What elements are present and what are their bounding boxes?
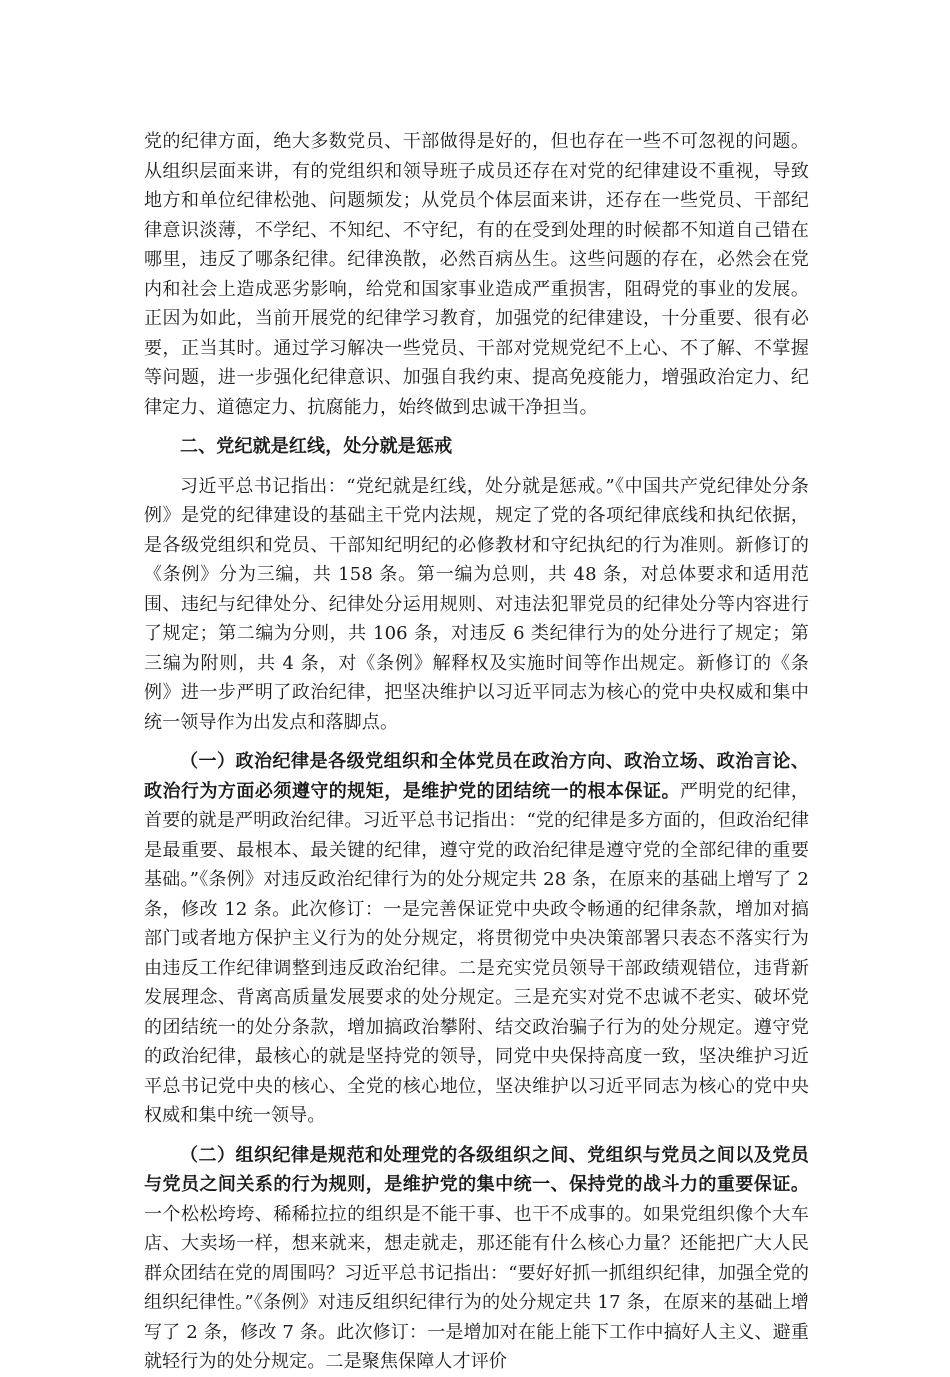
- document-body: [144, 127, 809, 1377]
- organizational-discipline-body: 一个松松垮垮、稀稀拉拉的组织是不能干事、也干不成事的。如果党组织像个大车店、大卖场一样，想来就来，想走就走，那还能有什么核心力量？还能把广大人民群众团结在党的周围吗？习近平总书记指出：“要好好抓一抓组织纪律，加强全党的组织纪律性。”《条例》对违反组织纪律行为的处分规定共 17 条，在原来的基础上增写了 2 条，修改 7 条。此次修订：一是增加对在能上能下工作中搞好人主义、避重就轻行为的处分规定。二是聚焦保障人才评价: [144, 1203, 809, 1372]
- section-heading-party-discipline-red-line: 二、党纪就是红线，处分就是惩戒: [180, 436, 453, 457]
- political-discipline-lead: （一）政治纪律是各级党组织和全体党员在政治方向、政治立场、政治言论、政治行为方面必须遵守的规矩，是维护党的团结统一的根本保证。: [144, 751, 809, 802]
- paragraph-discipline-problems: 党的纪律方面，绝大多数党员、干部做得是好的，但也存在一些不可忽视的问题。从组织层面来讲，有的党组织和领导班子成员还存在对党的纪律建设不重视，导致地方和单位纪律松弛、问题频发；从党员个体层面来讲，还存在一些党员、干部纪律意识淡薄，不学纪、不知纪、不守纪，有的在受到处理的时候都不知道自己错在哪里，违反了哪条纪律。纪律涣散，必然百病丛生。这些问题的存在，必然会在党内和社会上造成恶劣影响，给党和国家事业造成严重损害，阻碍党的事业的发展。正因为如此，当前开展党的纪律学习教育，加强党的纪律建设，十分重要、很有必要，正当其时。通过学习解决一些党员、干部对党规党纪不上心、不了解、不掌握等问题，进一步强化纪律意识、加强自我约束、提高免疫能力，增强政治定力、纪律定力、道德定力、抗腐能力，始终做到忠诚干净担当。: [144, 131, 809, 418]
- paragraph-organizational-discipline: [144, 1141, 809, 1377]
- political-discipline-body: 严明党的纪律，首要的就是严明政治纪律。习近平总书记指出：“党的纪律是多方面的，但政治纪律是最重要、最根本、最关键的纪律，遵守党的政治纪律是遵守党的全部纪律的重要基础。”《条例》对违反政治纪律行为的处分规定共 28 条，在原来的基础上增写了 2 条，修改 12 条。此次修订：一是完善保证党中央政令畅通的纪律条款，增加对搞部门或者地方保护主义行为的处分规定，将贯彻党中央决策部署只表态不落实行为由违反工作纪律调整到违反政治纪律。二是充实党员领导干部政绩观错位，违背新发展理念、背离高质量发展要求的处分规定。三是充实对党不忠诚不老实、破坏党的团结统一的处分条款，增加搞政治攀附、结交政治骗子行为的处分规定。遵守党的政治纪律，最核心的就是坚持党的领导，同党中央保持高度一致，坚决维护习近平总书记党中央的核心、全党的核心地位，坚决维护以习近平同志为核心的党中央权威和集中统一领导。: [144, 780, 809, 1126]
- organizational-discipline-lead: （二）组织纪律是规范和处理党的各级组织之间、党组织与党员之间以及党员与党员之间关系的行为规则，是维护党的集中统一、保持党的战斗力的重要保证。: [144, 1144, 809, 1195]
- paragraph-political-discipline: [144, 747, 809, 1131]
- paragraph-regulations-overview: 习近平总书记指出：“党纪就是红线，处分就是惩戒。”《中国共产党纪律处分条例》是党的纪律建设的基础主干党内法规，规定了党的各项纪律底线和执纪依据，是各级党组织和党员、干部知纪明纪的必修教材和守纪执纪的行为准则。新修订的《条例》分为三编，共 158 条。第一编为总则，共 48 条，对总体要求和适用范围、违纪与纪律处分、纪律处分运用规则、对违法犯罪党员的纪律处分等内容进行了规定；第二编为分则，共 106 条，对违反 6 类纪律行为的处分进行了规定；第三编为附则，共 4 条，对《条例》解释权及实施时间等作出规定。新修订的《条例》进一步严明了政治纪律，把坚决维护以习近平同志为核心的党中央权威和集中统一领导作为出发点和落脚点。: [144, 475, 809, 733]
